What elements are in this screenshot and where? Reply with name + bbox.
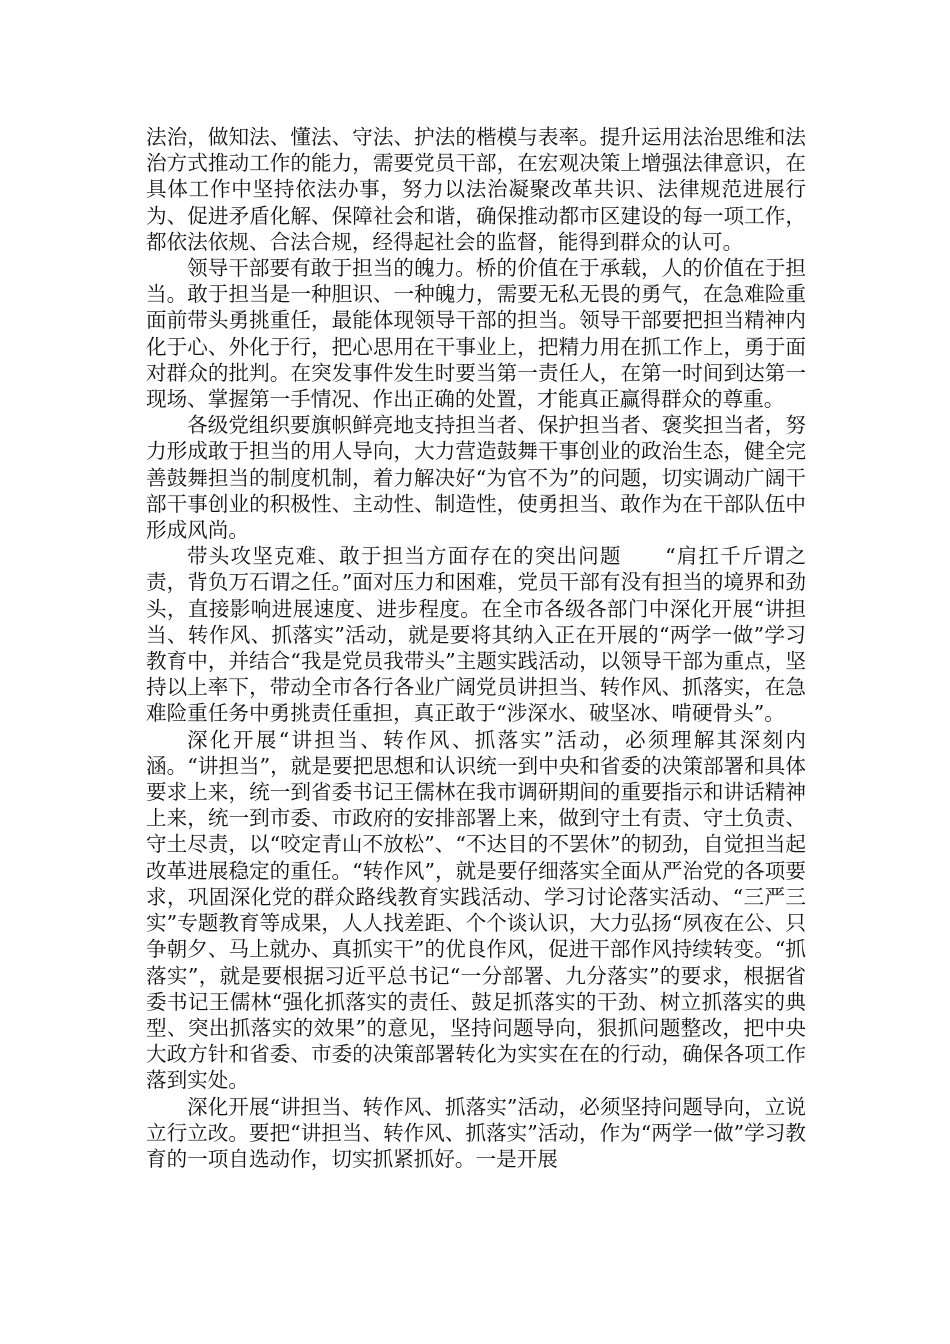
paragraph-deep-meaning: 深化开展“讲担当、转作风、抓落实”活动，必须理解其深刻内涵。“讲担当”，就是要把思想和认识统一到中央和省委的决策部署和具体要求上来，统一到省委书记王儒林在我市调研期间的重要指示和讲话精神上来，统一到市委、市政府的安排部署上来，做到守土有责、守土负责、守土尽责，以“咬定青山不放松”、“不达目的不罢休”的韧劲，自觉担当起改革进展稳定的重任。“转作风”，就是要仔细落实全面从严治党的各项要求，巩固深化党的群众路线教育实践活动、学习讨论落实活动、“三严三实”专题教育等成果，人人找差距、个个谈认识，大力弘扬“夙夜在公、只争朝夕、马上就办、真抓实干”的优良作风，促进干部作风持续转变。“抓落实”，就是要根据习近平总书记“一分部署、九分落实”的要求，根据省委书记王儒林“强化抓落实的责任、鼓足抓落实的干劲、树立抓落实的典型、突出抓落实的效果”的意见，坚持问题导向，狠抓问题整改，把中央大政方针和省委、市委的决策部署转化为实实在在的行动，确保各项工作落到实处。 bbox=[146, 727, 806, 1093]
paragraph-courage-to-take-responsibility: 领导干部要有敢于担当的魄力。桥的价值在于承载，人的价值在于担当。敢于担当是一种胆识、一种魄力，需要无私无畏的勇气，在急难险重面前带头勇挑重任，最能体现领导干部的担当。领导干部要把担当精神内化于心、外化于行，把心思用在干事业上，把精力用在抓工作上，勇于面对群众的批判。在突发事件发生时要当第一责任人，在第一时间到达第一现场、掌握第一手情况、作出正确的处置，才能真正赢得群众的尊重。 bbox=[146, 256, 806, 412]
paragraph-party-organizations-support: 各级党组织要旗帜鲜亮地支持担当者、保护担当者、褒奖担当者，努力形成敢于担当的用人导向，大力营造鼓舞干事创业的政治生态，健全完善鼓舞担当的制度机制，着力解决好“为官不为”的问题，切实调动广阔干部干事创业的积极性、主动性、制造性，使勇担当、敢作为在干部队伍中形成风尚。 bbox=[146, 413, 806, 543]
paragraph-rule-of-law: 法治，做知法、懂法、守法、护法的楷模与表率。提升运用法治思维和法治方式推动工作的能力，需要党员干部，在宏观决策上增强法律意识，在具体工作中坚持依法办事，努力以法治凝聚改革共识、法律规范进展行为、促进矛盾化解、保障社会和谐，确保推动都市区建设的每一项工作，都依法依规、合法合规，经得起社会的监督，能得到群众的认可。 bbox=[146, 125, 806, 254]
paragraph-outstanding-problems: 带头攻坚克难、敢于担当方面存在的突出问题 “肩扛千斤谓之责，背负万石谓之任。”面对压力和困难，党员干部有没有担当的境界和劲头，直接影响进展速度、进步程度。在全市各级各部门中深化开展“讲担当、转作风、抓落实”活动，就是要将其纳入正在开展的“两学一做”学习教育中，并结合“我是党员我带头”主题实践活动，以领导干部为重点，坚持以上率下，带动全市各行各业广阔党员讲担当、转作风、抓落实，在急难险重任务中勇挑责任重担，真正敢于“涉深水、破坚冰、啃硬骨头”。 bbox=[146, 544, 806, 726]
paragraph-problem-orientation: 深化开展“讲担当、转作风、抓落实”活动，必须坚持问题导向，立说立行立改。要把“讲担当、转作风、抓落实”活动，作为“两学一做”学习教育的一项自选动作，切实抓紧抓好。一是开展 bbox=[146, 1094, 806, 1171]
document-page bbox=[146, 124, 806, 1172]
